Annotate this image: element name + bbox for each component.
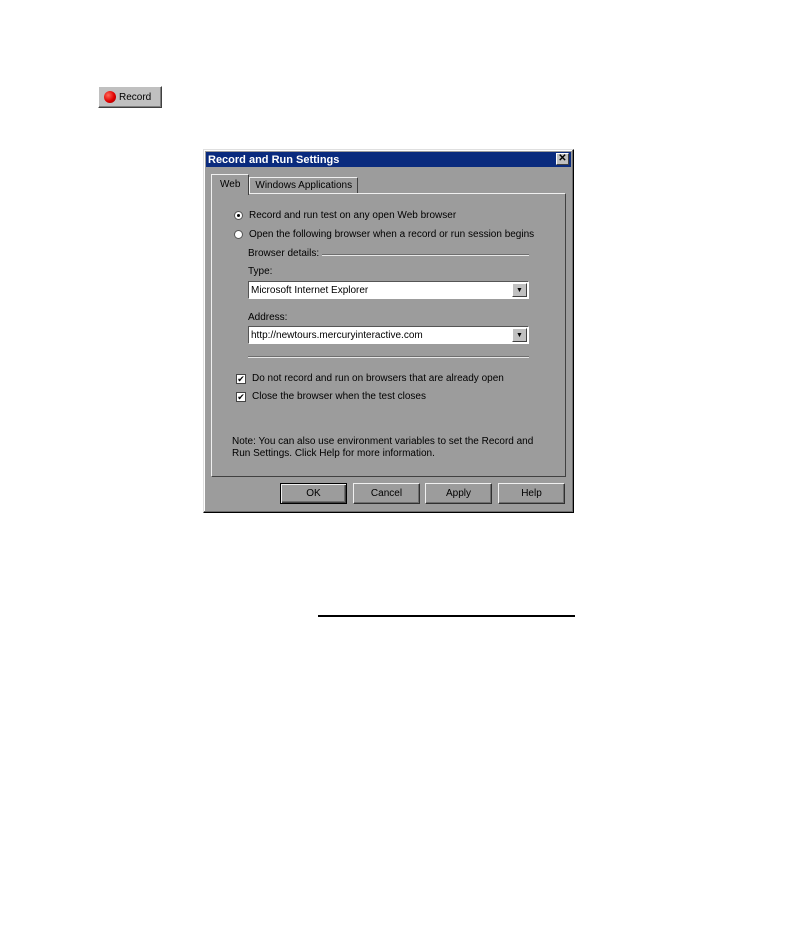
apply-button[interactable]: Apply — [425, 483, 492, 504]
dialog-title: Record and Run Settings — [208, 153, 340, 166]
tab-panel-web — [211, 193, 566, 477]
browser-type-value: Microsoft Internet Explorer — [251, 284, 369, 296]
checkbox-close-browser[interactable]: ✔ — [237, 391, 245, 402]
address-label: Address: — [248, 312, 288, 323]
option-no-record-open[interactable] — [236, 373, 504, 384]
help-note — [232, 436, 552, 460]
close-icon[interactable]: ✕ — [556, 153, 569, 165]
help-note-line-2: Run Settings. Click Help for more information. — [232, 448, 435, 459]
radio-open-browser-label: Open the following browser when a record or run session begins — [249, 229, 535, 240]
checkbox-no-record-open-label: Do not record and run on browsers that are already open — [252, 373, 504, 384]
cancel-button[interactable]: Cancel — [353, 483, 420, 504]
radio-any-browser[interactable] — [234, 211, 243, 220]
checkbox-no-record-open[interactable]: ✔ — [237, 373, 245, 384]
record-run-settings-dialog — [203, 149, 574, 513]
record-button-label: Record — [119, 91, 152, 103]
browser-details-bottom-rule — [248, 356, 529, 358]
record-button[interactable] — [98, 86, 162, 108]
tab-windows-applications[interactable]: Windows Applications — [249, 177, 358, 194]
browser-details-heading: Browser details: — [248, 248, 320, 259]
tab-strip — [211, 174, 358, 194]
chevron-down-icon[interactable]: ▼ — [512, 328, 527, 342]
option-close-browser[interactable] — [236, 391, 426, 402]
option-any-browser[interactable] — [234, 210, 456, 221]
radio-any-browser-label: Record and run test on any open Web browser — [249, 210, 457, 221]
page-divider — [318, 615, 575, 617]
help-button[interactable]: Help — [498, 483, 565, 504]
browser-details-rule — [322, 254, 529, 256]
browser-address-value: http://newtours.mercuryinteractive.com — [251, 329, 423, 341]
tab-web[interactable]: Web — [211, 174, 249, 195]
ok-button[interactable]: OK — [280, 483, 347, 504]
option-open-browser[interactable] — [234, 229, 534, 240]
type-label: Type: — [248, 266, 273, 277]
browser-type-select[interactable] — [248, 281, 529, 299]
chevron-down-icon[interactable]: ▼ — [512, 283, 527, 297]
checkbox-close-browser-label: Close the browser when the test closes — [252, 391, 426, 402]
record-dot-icon — [104, 91, 116, 103]
help-note-line-1: Note: You can also use environment variables to set the Record and — [232, 436, 534, 447]
radio-open-browser[interactable] — [234, 230, 243, 239]
browser-address-combo[interactable] — [248, 326, 529, 344]
dialog-titlebar[interactable] — [206, 152, 571, 167]
